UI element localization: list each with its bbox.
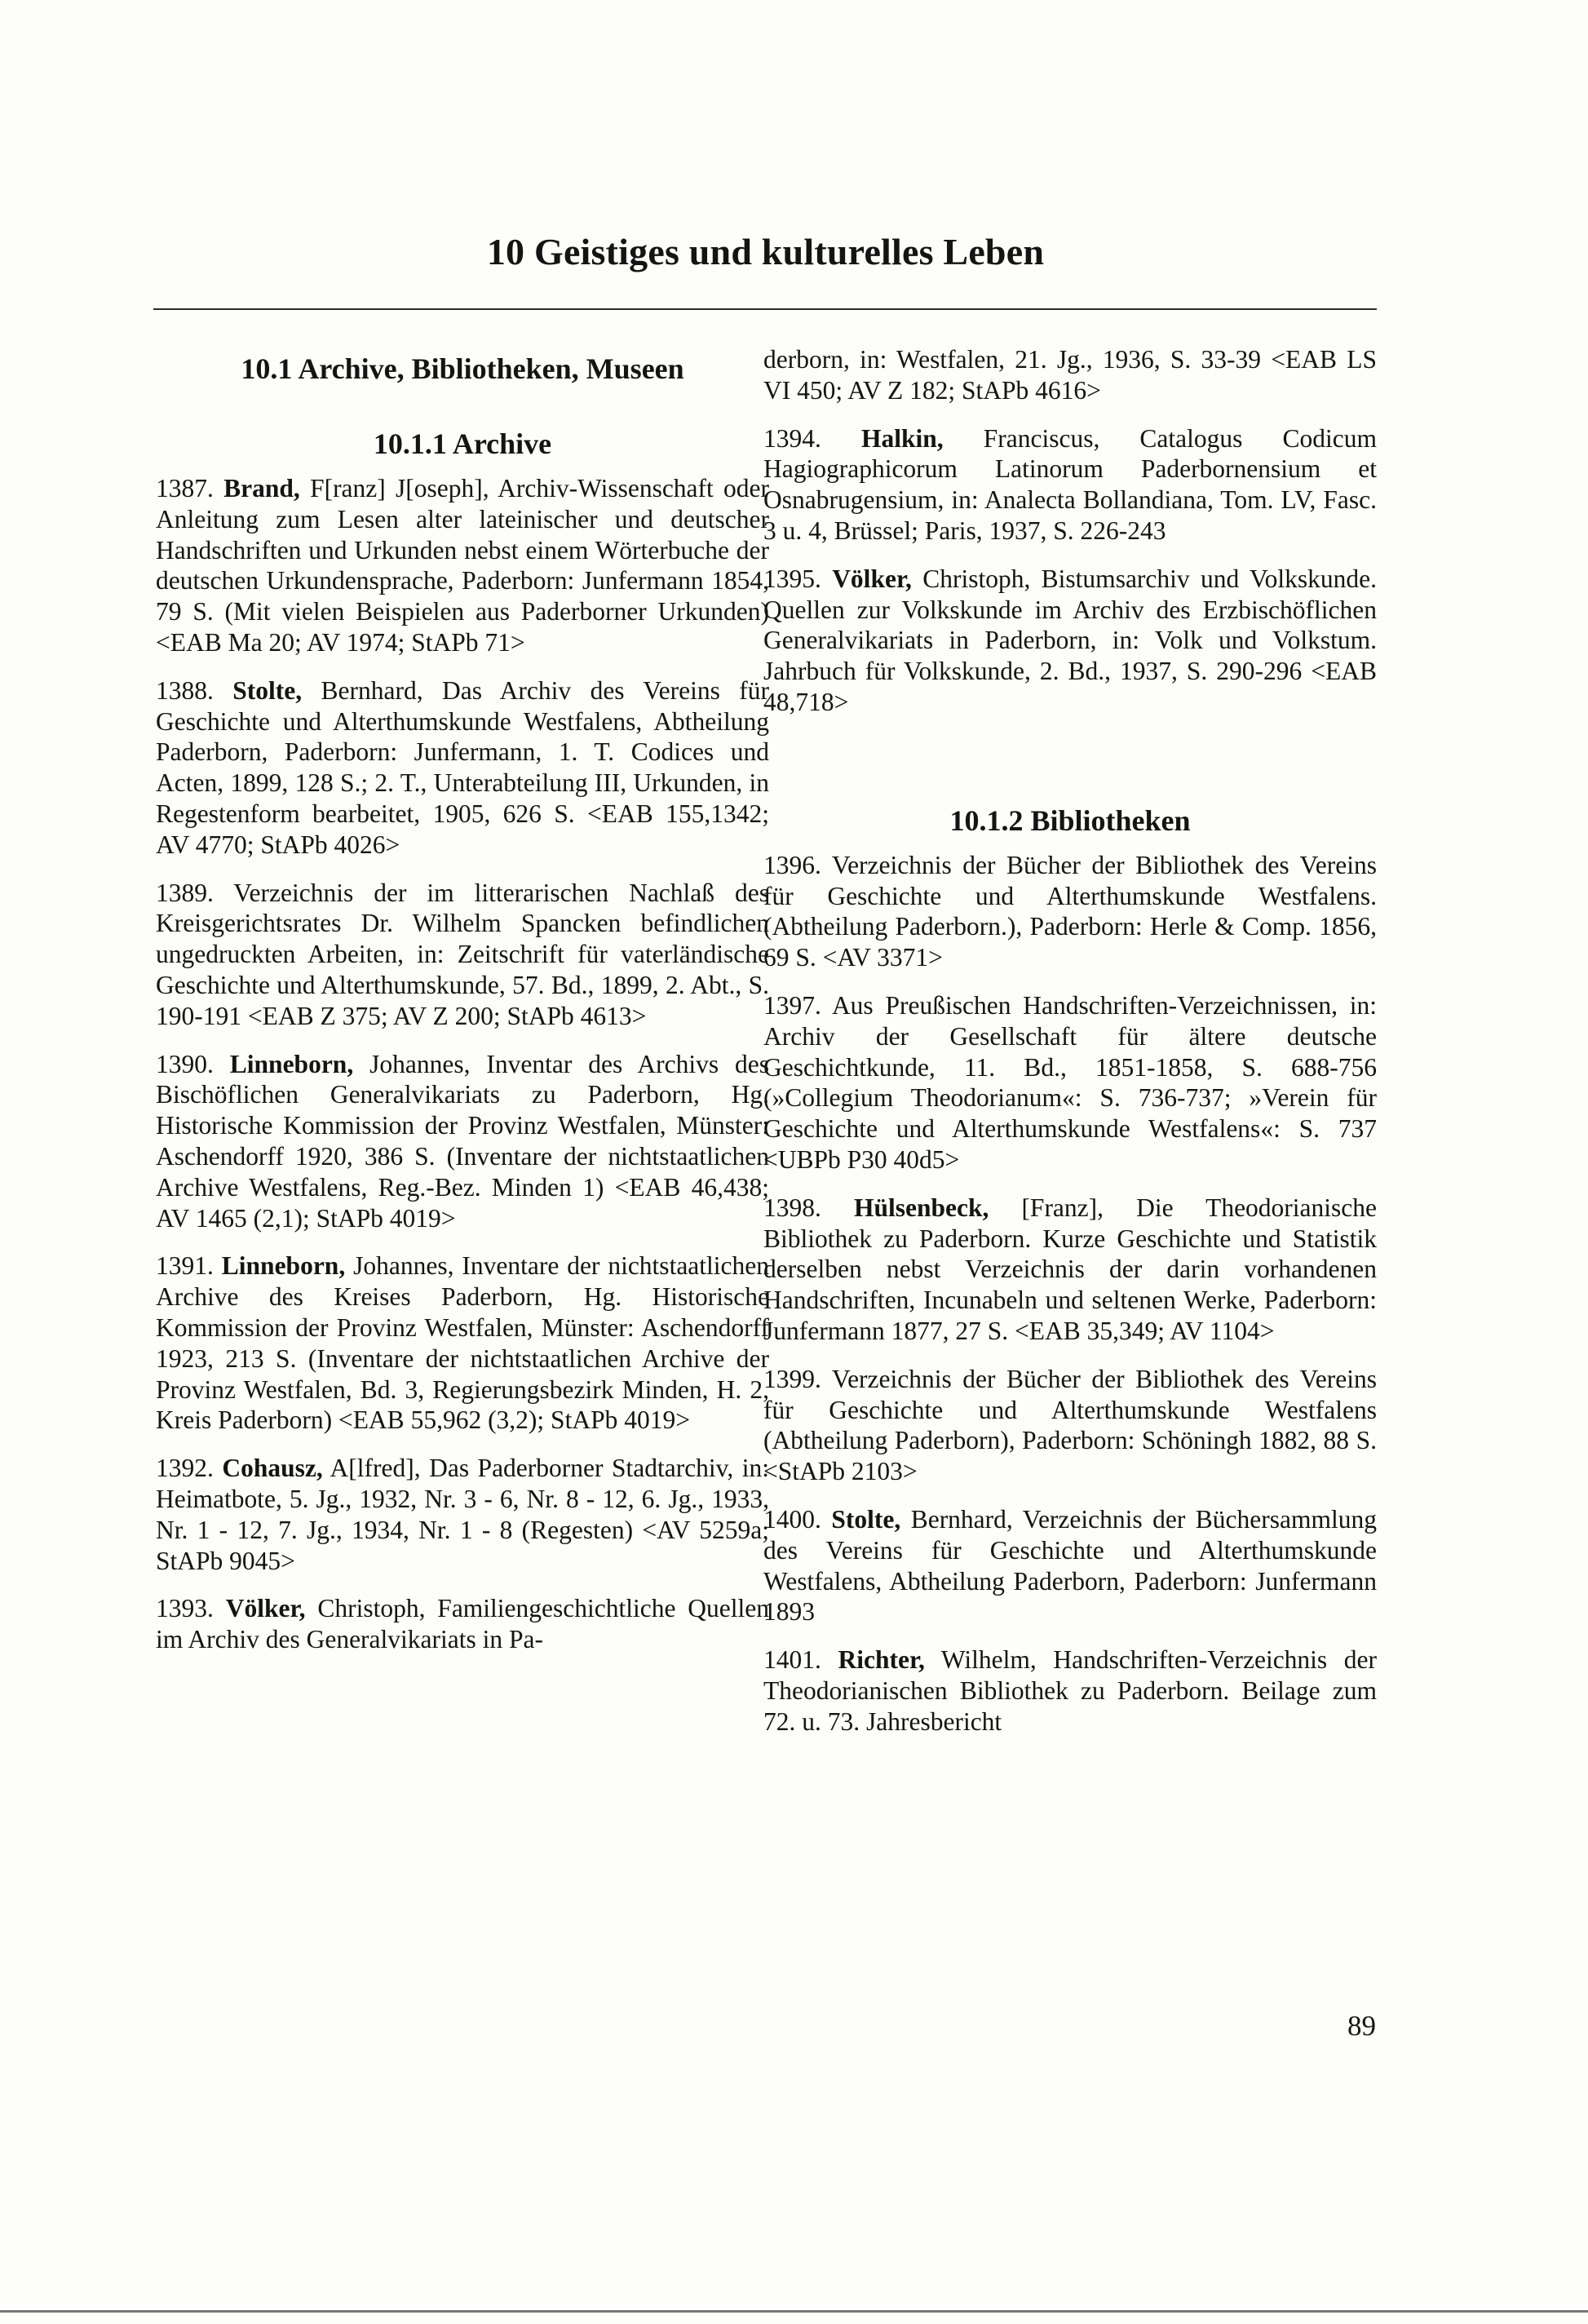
entry-continuation: derborn, in: Westfalen, 21. Jg., 1936, S. 33-39 <EAB LS VI 450; AV Z 182; StAPb 4616> bbox=[763, 345, 1377, 405]
entry-text: Verzeichnis der im litterarischen Nachlaß des Kreisgerichtsrates Dr. Wilhelm Spancken befindlichen ungedruckten Arbeiten, in: Zeitschrift für vaterländische Geschichte und Alterthumskunde, 57. Bd., 1899, 2. Abt., S. 190-191 <EAB Z 375; AV Z 200; StAPb 4613> bbox=[156, 878, 769, 1030]
entry-number: 1401. bbox=[763, 1645, 821, 1675]
entry-number: 1393. bbox=[156, 1594, 214, 1623]
entry-author: Linneborn, bbox=[221, 1251, 346, 1281]
entry-author: Hülsenbeck, bbox=[853, 1193, 989, 1222]
subsection-heading-archive: 10.1.1 Archive bbox=[373, 427, 552, 460]
entry-number: 1396. bbox=[763, 850, 821, 879]
entry-text: [Franz], Die Theodorianische Bibliothek zu Paderborn. Kurze Geschichte und Statistik derselben nebst Verzeichnis der darin vorhandenen Handschriften, Incunabeln und seltenen Werke, Paderborn: Junfermann 1877, 27 S. <EAB 35,349; AV 1104> bbox=[763, 1193, 1377, 1345]
entry-text: Verzeichnis der Bücher der Bibliothek des Vereins für Geschichte und Alterthumskunde Westfalens. (Abtheilung Paderborn.), Paderborn: Herle & Comp. 1856, 69 S. <AV 3371> bbox=[763, 850, 1377, 972]
bibliography-entry bbox=[156, 675, 769, 861]
bibliography-entry bbox=[763, 850, 1377, 973]
entry-text: Johannes, Inventare der nichtstaatlichen Archive des Kreises Paderborn, Hg. Historische Kommission der Provinz Westfalen, Münster: Aschendorff 1923, 213 S. (Inventare der nichtstaatlichen Archive der Provinz Westfalen, Bd. 3, Regierungsbezirk Minden, H. 2, Kreis Paderborn) <EAB 55,962 (3,2); StAPb 4019> bbox=[156, 1251, 770, 1435]
entry-text: Christoph, Familiengeschichtliche Quellen im Archiv des Generalvikariats in Pa- bbox=[156, 1594, 770, 1654]
entry-number: 1397. bbox=[763, 990, 821, 1020]
page-title: 10 Geistiges und kulturelles Leben bbox=[486, 231, 1045, 272]
entry-text: Verzeichnis der Bücher der Bibliothek des Vereins für Geschichte und Alterthumskunde Westfalens (Abtheilung Paderborn), Paderborn: Schöningh 1882, 88 S. <StAPb 2103> bbox=[763, 1364, 1377, 1486]
section-heading: 10.1 Archive, Bibliotheken, Museen bbox=[241, 352, 684, 385]
right-column bbox=[763, 344, 1377, 1754]
bibliography-entry bbox=[156, 1049, 769, 1234]
bibliography-entry bbox=[156, 1593, 769, 1655]
entry-text: Aus Preußischen Handschriften-Verzeichnissen, in: Archiv der Gesellschaft für ältere deutsche Geschichtkunde, 11. Bd., 1851-1858, S. 688-756 (»Collegium Theodorianum«: S. 736-737; »Verein für Geschichte und Alterthumskunde Westfalens«: S. 737 <UBPb P30 40d5> bbox=[763, 990, 1377, 1174]
bibliography-entry bbox=[156, 473, 769, 658]
entry-list-archive-cont bbox=[763, 423, 1377, 718]
bibliography-entry bbox=[763, 1504, 1377, 1627]
entry-number: 1389. bbox=[156, 878, 214, 907]
entry-number: 1399. bbox=[763, 1364, 821, 1393]
entry-number: 1398. bbox=[763, 1193, 821, 1222]
entry-author: Brand, bbox=[223, 474, 300, 502]
entry-author: Richter, bbox=[838, 1645, 925, 1675]
entry-author: Linneborn, bbox=[229, 1049, 354, 1078]
entry-author: Cohausz, bbox=[222, 1454, 323, 1483]
entry-text: F[ranz] J[oseph], Archiv-Wissenschaft oder Anleitung zum Lesen alter lateinischer und deutscher Handschriften und Urkunden nebst einem Wörterbuche der deutschen Urkundensprache, Paderborn: Junfermann 1854, 79 S. (Mit vielen Beispielen aus Paderborner Urkunden) <EAB Ma 20; AV 1974; StAPb 71> bbox=[156, 474, 770, 657]
bibliography-entry bbox=[156, 1251, 769, 1436]
bibliography-entry bbox=[763, 1193, 1377, 1347]
entry-author: Völker, bbox=[832, 564, 912, 593]
entry-text: Franciscus, Catalogus Codicum Hagiographicorum Latinorum Paderbornensium et Osnabrugensium, in: Analecta Bollandiana, Tom. LV, Fasc. 3 u. 4, Brüssel; Paris, 1937, S. 226-243 bbox=[763, 423, 1377, 545]
entry-author: Stolte, bbox=[232, 675, 303, 705]
entry-number: 1392. bbox=[156, 1454, 214, 1483]
entry-author: Stolte, bbox=[831, 1504, 901, 1534]
title-rule bbox=[153, 308, 1377, 310]
bibliography-entry bbox=[763, 1364, 1377, 1487]
entry-text: Wilhelm, Handschriften-Verzeichnis der Theodorianischen Bibliothek zu Paderborn. Beilage zum 72. u. 73. Jahresbericht bbox=[763, 1645, 1377, 1736]
entry-author: Völker, bbox=[225, 1594, 306, 1623]
page-number: 89 bbox=[1347, 2010, 1376, 2042]
entry-author: Halkin, bbox=[860, 423, 944, 453]
entry-text: Christoph, Bistumsarchiv und Volkskunde. Quellen zur Volkskunde im Archiv des Erzbischöflichen Generalvikariats in Paderborn, in: Volk und Volkstum. Jahrbuch für Volkskunde, 2. Bd., 1937, S. 290-296 <EAB 48,718> bbox=[763, 564, 1378, 716]
entry-number: 1400. bbox=[763, 1504, 821, 1534]
bibliography-entry bbox=[156, 878, 769, 1032]
entry-number: 1388. bbox=[156, 675, 214, 705]
entry-list-archive bbox=[156, 473, 769, 1655]
bibliography-entry bbox=[763, 1645, 1377, 1737]
bibliography-entry bbox=[763, 564, 1377, 718]
scan-edge-line bbox=[0, 2310, 1588, 2313]
entry-text: Bernhard, Verzeichnis der Büchersammlung des Vereins für Geschichte und Alterthumskunde Westfalens, Abtheilung Paderborn, Paderborn: Junfermann 1893 bbox=[763, 1504, 1378, 1627]
entry-number: 1391. bbox=[156, 1251, 214, 1281]
bibliography-entry bbox=[156, 1453, 769, 1576]
entry-list-libraries bbox=[763, 850, 1377, 1737]
entry-text: Bernhard, Das Archiv des Vereins für Geschichte und Alterthumskunde Westfalens, Abtheilung Paderborn, Paderborn: Junfermann, 1. T. Codices und Acten, 1899, 128 S.; 2. T., Unterabteilung III, Urkunden, in Regestenform bearbeitet, 1905, 626 S. <EAB 155,1342; AV 4770; StAPb 4026> bbox=[156, 675, 769, 859]
left-column bbox=[156, 344, 769, 1672]
bibliography-entry bbox=[763, 423, 1377, 547]
subsection-heading-libraries: 10.1.2 Bibliotheken bbox=[949, 803, 1191, 837]
entry-number: 1390. bbox=[156, 1049, 214, 1078]
entry-text: A[lfred], Das Paderborner Stadtarchiv, in: Heimatbote, 5. Jg., 1932, Nr. 3 - 6, Nr. 8 - 12, 6. Jg., 1933, Nr. 1 - 12, 7. Jg., 1934, Nr. 1 - 8 (Regesten) <AV 5259a; StAPb 9045> bbox=[156, 1454, 770, 1575]
entry-number: 1395. bbox=[763, 564, 821, 593]
bibliography-entry bbox=[763, 990, 1377, 1175]
entry-text: Johannes, Inventar des Archivs des Bischöflichen Generalvikariats zu Paderborn, Hg. Historische Kommission der Provinz Westfalen, Münster: Aschendorff 1920, 386 S. (Inventare der nichtstaatlichen Archive Westfalens, Reg.-Bez. Minden 1) <EAB 46,438; AV 1465 (2,1); StAPb 4019> bbox=[156, 1049, 769, 1233]
entry-number: 1394. bbox=[763, 423, 821, 453]
entry-number: 1387. bbox=[156, 474, 214, 502]
